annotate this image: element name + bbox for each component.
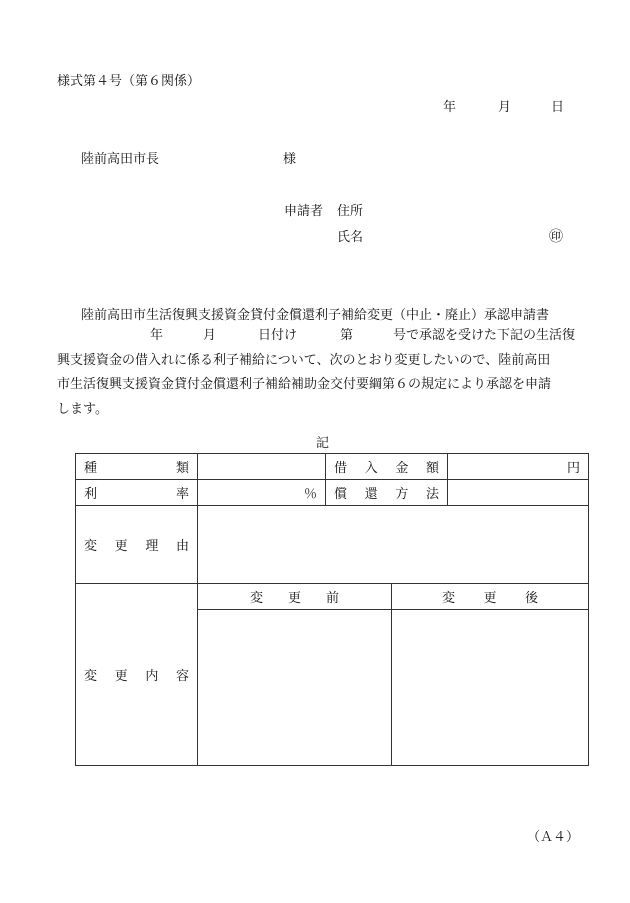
reason-label-char: 由 <box>175 539 189 554</box>
seal-mark: ㊞ <box>549 229 563 245</box>
content-label-char: 容 <box>175 669 189 684</box>
body-year: 年 <box>150 328 164 343</box>
repay-label-char: 方 <box>395 487 409 502</box>
body-day: 日付け <box>258 328 298 343</box>
before-label-char: 変 <box>250 591 264 606</box>
name-label: 氏名 <box>337 230 364 245</box>
rate-label-char: 利 <box>84 487 98 502</box>
loan-amount-label-char: 借 <box>334 461 348 476</box>
after-value-cell[interactable] <box>392 610 589 766</box>
rate-label-cell <box>76 480 198 506</box>
body-paragraph <box>57 324 577 422</box>
reason-label-char: 変 <box>84 539 98 554</box>
body-month: 月 <box>203 328 217 343</box>
date-year: 年 <box>443 100 457 115</box>
loan-amount-label-char: 金 <box>395 461 409 476</box>
after-label-char: 変 <box>442 591 456 606</box>
loan-amount-label-char: 額 <box>425 461 439 476</box>
reason-value-cell[interactable] <box>198 506 589 584</box>
addressee-name: 陸前高田市長 <box>81 152 160 167</box>
after-header-cell <box>392 584 589 610</box>
ki-heading: 記 <box>316 436 330 451</box>
rate-unit: ％ <box>303 487 317 502</box>
after-label-char: 後 <box>524 591 538 606</box>
repay-label-char: 還 <box>364 487 378 502</box>
reason-label-char: 理 <box>145 539 159 554</box>
content-label-char: 更 <box>114 669 128 684</box>
repay-method-value-cell[interactable] <box>448 480 589 506</box>
type-label-char: 類 <box>175 461 189 476</box>
body-line-4: します。 <box>57 401 108 417</box>
application-table <box>75 453 589 766</box>
date-month: 月 <box>498 100 512 115</box>
rate-value-cell[interactable] <box>198 480 326 506</box>
address-label: 住所 <box>337 204 364 219</box>
body-line-2: 興支援資金の借入れに係る利子補給について、次のとおり変更したいので、陸前高田 <box>57 352 551 368</box>
before-header-cell <box>198 584 392 610</box>
loan-amount-value-cell[interactable] <box>448 454 589 480</box>
body-line-1 <box>57 324 577 349</box>
before-value-cell[interactable] <box>198 610 392 766</box>
paper-size-label: （Ａ４） <box>527 830 580 845</box>
after-label-char: 更 <box>483 591 497 606</box>
reason-label-cell <box>76 506 198 584</box>
loan-amount-label-cell <box>326 454 448 480</box>
body-number-prefix: 第 <box>340 328 354 343</box>
body-number-suffix: 号で承認を受けた下記の生活復 <box>393 328 576 343</box>
type-value-cell[interactable] <box>198 454 326 480</box>
content-label-cell <box>76 584 198 766</box>
loan-amount-label-char: 入 <box>364 461 378 476</box>
repay-label-char: 法 <box>425 487 439 502</box>
repay-label-char: 償 <box>334 487 348 502</box>
document-title: 陸前高田市生活復興支援資金貸付金償還利子補給変更（中止・廃止）承認申請書 <box>81 308 550 323</box>
before-label-char: 前 <box>325 591 339 606</box>
date-day: 日 <box>551 100 565 115</box>
body-line-3: 市生活復興支援資金貸付金償還利子補給補助金交付要綱第６の規定により承認を申請 <box>57 377 552 392</box>
form-number: 様式第４号（第６関係） <box>57 74 201 89</box>
before-label-char: 更 <box>287 591 301 606</box>
loan-unit: 円 <box>566 461 580 476</box>
applicant-label: 申請者 <box>284 204 324 219</box>
rate-label-char: 率 <box>175 487 189 502</box>
reason-label-char: 更 <box>114 539 128 554</box>
repay-method-label-cell <box>326 480 448 506</box>
type-label-cell <box>76 454 198 480</box>
addressee-honorific: 様 <box>283 152 297 167</box>
type-label-char: 種 <box>84 461 98 476</box>
content-label-char: 変 <box>84 669 98 684</box>
content-label-char: 内 <box>145 669 159 684</box>
